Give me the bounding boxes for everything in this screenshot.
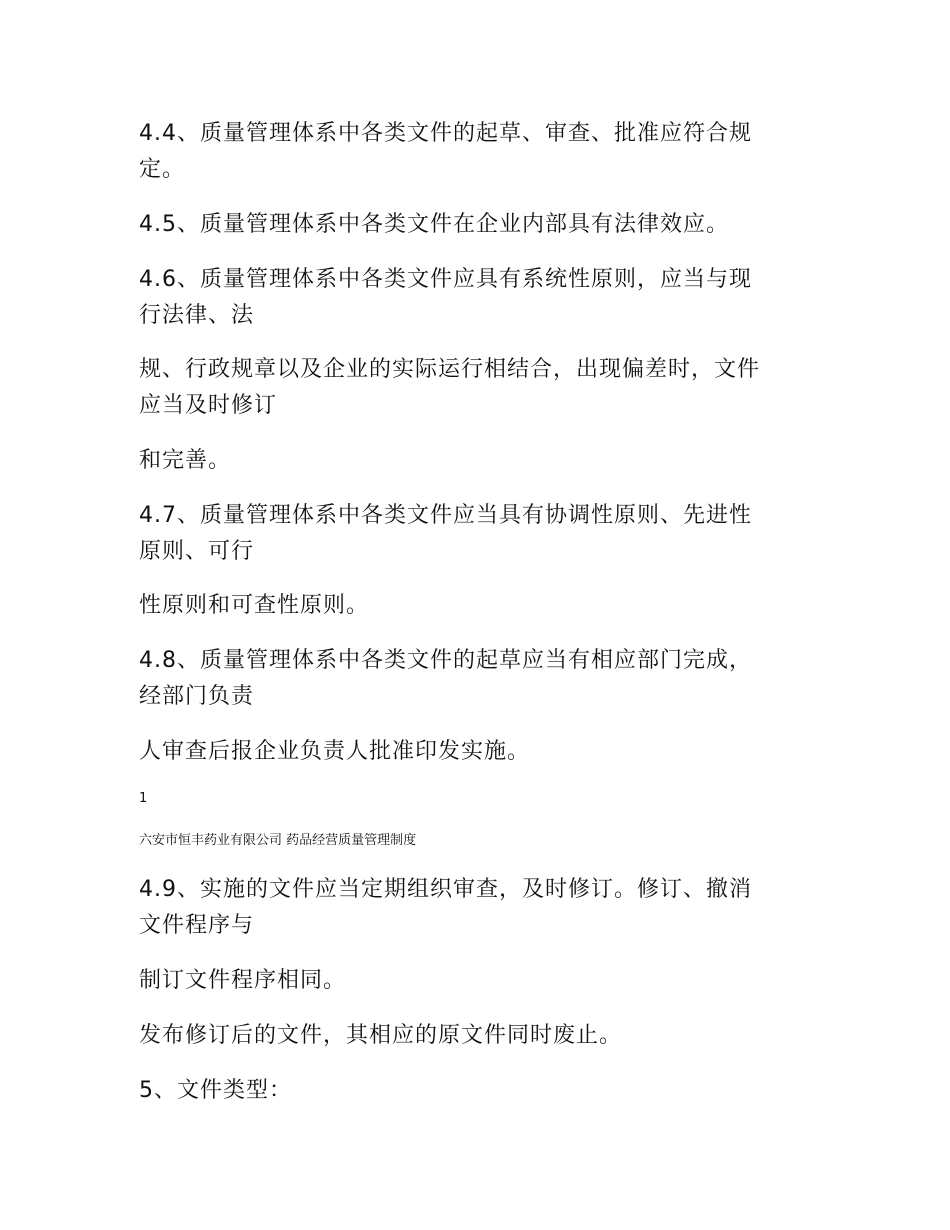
- paragraph-4-8-end: 人审查后报企业负责人批准印发实施。: [139, 739, 531, 764]
- paragraph-4-8-line-2: 经部门负责: [139, 684, 255, 709]
- paragraph-4-7-end: 性原则和可查性原则。: [139, 593, 370, 618]
- paragraph-4-7-line-1: 4.7、质量管理体系中各类文件应当具有协调性原则、先进性: [139, 503, 752, 528]
- paragraph-4-9-line-2: 文件程序与: [139, 913, 255, 938]
- paragraph-4-4-line-2: 定。: [139, 157, 186, 182]
- paragraph-4-6-line-1: 4.6、质量管理体系中各类文件应具有系统性原则，应当与现: [139, 267, 752, 292]
- paragraph-4-7-line-2: 原则、可行: [139, 539, 255, 564]
- paragraph-4-9-line-1: 4.9、实施的文件应当定期组织审查，及时修订。修订、撤消: [139, 877, 752, 902]
- paragraph-4-6-cont-line-1: 规、行政规章以及企业的实际运行相结合，出现偏差时，文件: [139, 357, 761, 382]
- paragraph-4-6-end: 和完善。: [139, 448, 232, 473]
- paragraph-4-9-cont: 制订文件程序相同。: [139, 968, 347, 993]
- paragraph-4-8-line-1: 4.8、质量管理体系中各类文件的起草应当有相应部门完成，: [139, 648, 752, 673]
- page-number: 1: [139, 791, 148, 806]
- running-header: 六安市恒丰药业有限公司 药品经营质量管理制度: [139, 833, 417, 848]
- paragraph-4-6-line-2: 行法律、法: [139, 303, 255, 328]
- paragraph-4-6-cont-line-2: 应当及时修订: [139, 393, 278, 418]
- paragraph-4-9-end: 发布修订后的文件，其相应的原文件同时废止。: [139, 1023, 623, 1048]
- section-5-heading: 5、文件类型：: [139, 1078, 292, 1103]
- paragraph-4-5: 4.5、质量管理体系中各类文件在企业内部具有法律效应。: [139, 212, 729, 237]
- paragraph-4-4-line-1: 4.4、质量管理体系中各类文件的起草、审查、批准应符合规: [139, 121, 752, 146]
